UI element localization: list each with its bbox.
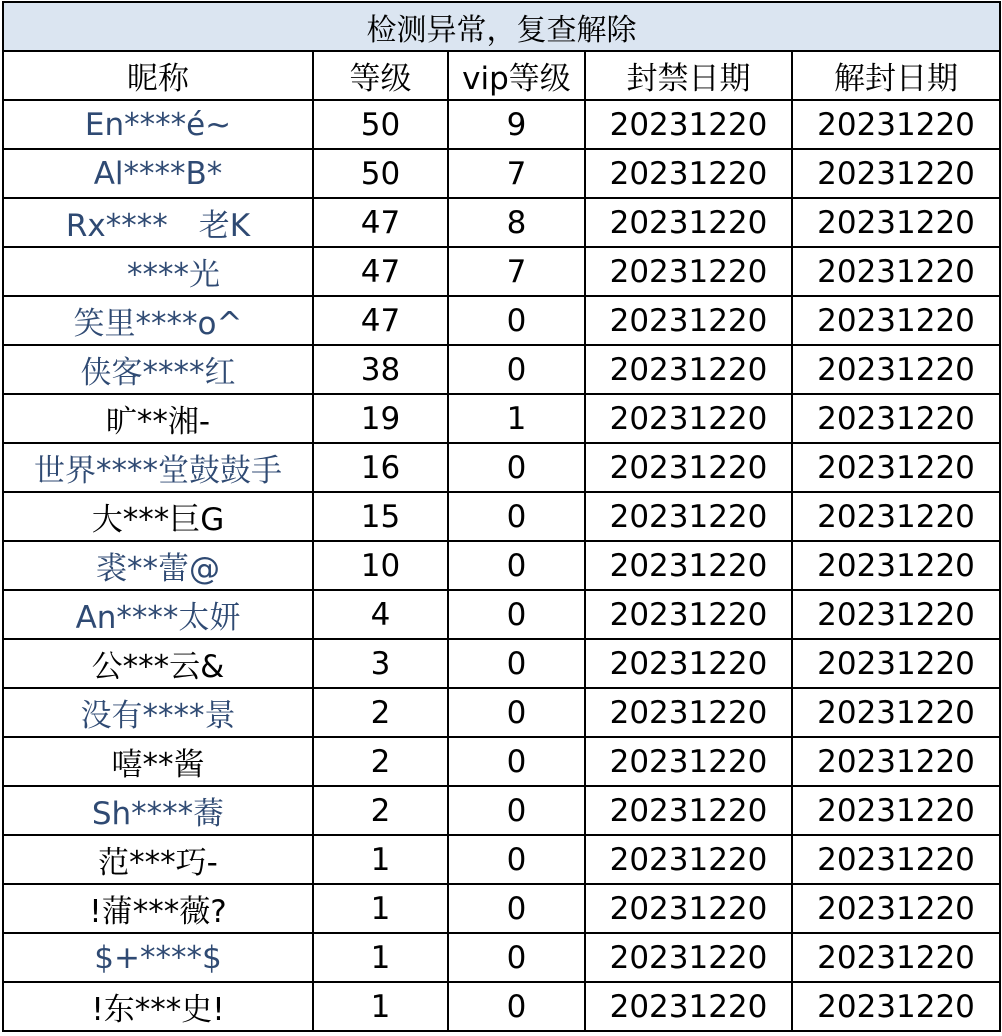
ban-date-cell: 20231220: [585, 394, 792, 443]
nickname-cell: 范***巧-: [3, 835, 313, 884]
unban-date-cell: 20231220: [792, 149, 1000, 198]
vip-level-cell: 0: [448, 835, 585, 884]
vip-level-cell: 7: [448, 149, 585, 198]
table-row: [3, 198, 1000, 247]
nickname-cell: 公***云&: [3, 639, 313, 688]
unban-date-cell: 20231220: [792, 100, 1000, 149]
ban-date-cell: 20231220: [585, 933, 792, 982]
vip-level-cell: 0: [448, 786, 585, 835]
unban-date-cell: 20231220: [792, 639, 1000, 688]
unban-date-cell: 20231220: [792, 394, 1000, 443]
vip-level-cell: 9: [448, 100, 585, 149]
level-cell: 47: [313, 247, 448, 296]
level-cell: 15: [313, 492, 448, 541]
nickname-cell: 笑里****o^: [3, 296, 313, 345]
ban-date-cell: 20231220: [585, 786, 792, 835]
level-cell: 1: [313, 933, 448, 982]
level-cell: 1: [313, 835, 448, 884]
unban-date-cell: 20231220: [792, 296, 1000, 345]
level-cell: 2: [313, 688, 448, 737]
nickname-cell: 世界****堂鼓鼓手: [3, 443, 313, 492]
vip-level-cell: 0: [448, 492, 585, 541]
vip-level-cell: 1: [448, 394, 585, 443]
level-cell: 4: [313, 590, 448, 639]
nickname-cell: 裘**蕾@: [3, 541, 313, 590]
vip-level-cell: 0: [448, 345, 585, 394]
header-row: [3, 51, 1000, 100]
ban-list-sheet: [2, 1, 999, 1032]
table-row: [3, 737, 1000, 786]
level-cell: 50: [313, 100, 448, 149]
table-row: [3, 590, 1000, 639]
vip-level-cell: 0: [448, 884, 585, 933]
level-cell: 38: [313, 345, 448, 394]
nickname-cell: 嘻**酱: [3, 737, 313, 786]
ban-date-cell: 20231220: [585, 198, 792, 247]
nickname-cell: 没有****景: [3, 688, 313, 737]
table-row: [3, 296, 1000, 345]
table-row: [3, 149, 1000, 198]
unban-date-cell: 20231220: [792, 492, 1000, 541]
vip-level-cell: 0: [448, 933, 585, 982]
level-cell: 50: [313, 149, 448, 198]
nickname-cell: ****光: [3, 247, 313, 296]
table-title: 检测异常，复查解除: [3, 2, 1000, 51]
nickname-cell: !蒲***薇?: [3, 884, 313, 933]
ban-date-cell: 20231220: [585, 443, 792, 492]
ban-date-cell: 20231220: [585, 296, 792, 345]
table-row: [3, 884, 1000, 933]
table-row: [3, 688, 1000, 737]
table-row: [3, 541, 1000, 590]
unban-date-cell: 20231220: [792, 345, 1000, 394]
unban-date-cell: 20231220: [792, 933, 1000, 982]
ban-date-cell: 20231220: [585, 492, 792, 541]
ban-date-cell: 20231220: [585, 688, 792, 737]
table-row: [3, 982, 1000, 1031]
nickname-cell: An****太妍: [3, 590, 313, 639]
vip-level-cell: 0: [448, 688, 585, 737]
ban-date-cell: 20231220: [585, 639, 792, 688]
level-cell: 1: [313, 884, 448, 933]
table-row: [3, 100, 1000, 149]
column-header-vip-level: vip等级: [448, 51, 585, 100]
table-body: [3, 100, 1000, 1031]
table-row: [3, 786, 1000, 835]
ban-date-cell: 20231220: [585, 835, 792, 884]
unban-date-cell: 20231220: [792, 884, 1000, 933]
column-header-ban-date: 封禁日期: [585, 51, 792, 100]
table-row: [3, 835, 1000, 884]
ban-list-table: [2, 1, 1001, 1032]
title-row: [3, 2, 1000, 51]
table-row: [3, 492, 1000, 541]
unban-date-cell: 20231220: [792, 786, 1000, 835]
nickname-cell: Rx**** 老K: [3, 198, 313, 247]
ban-date-cell: 20231220: [585, 982, 792, 1031]
level-cell: 47: [313, 198, 448, 247]
vip-level-cell: 0: [448, 443, 585, 492]
vip-level-cell: 0: [448, 639, 585, 688]
ban-date-cell: 20231220: [585, 149, 792, 198]
ban-date-cell: 20231220: [585, 884, 792, 933]
vip-level-cell: 0: [448, 296, 585, 345]
nickname-cell: !东***史!: [3, 982, 313, 1031]
column-header-level: 等级: [313, 51, 448, 100]
vip-level-cell: 7: [448, 247, 585, 296]
nickname-cell: 侠客****红: [3, 345, 313, 394]
level-cell: 3: [313, 639, 448, 688]
level-cell: 10: [313, 541, 448, 590]
unban-date-cell: 20231220: [792, 737, 1000, 786]
unban-date-cell: 20231220: [792, 982, 1000, 1031]
vip-level-cell: 8: [448, 198, 585, 247]
level-cell: 19: [313, 394, 448, 443]
table-row: [3, 443, 1000, 492]
level-cell: 1: [313, 982, 448, 1031]
unban-date-cell: 20231220: [792, 590, 1000, 639]
level-cell: 2: [313, 737, 448, 786]
unban-date-cell: 20231220: [792, 541, 1000, 590]
ban-date-cell: 20231220: [585, 590, 792, 639]
vip-level-cell: 0: [448, 737, 585, 786]
ban-date-cell: 20231220: [585, 345, 792, 394]
table-row: [3, 933, 1000, 982]
nickname-cell: En****é~: [3, 100, 313, 149]
column-header-nickname: 昵称: [3, 51, 313, 100]
unban-date-cell: 20231220: [792, 247, 1000, 296]
level-cell: 16: [313, 443, 448, 492]
ban-date-cell: 20231220: [585, 247, 792, 296]
vip-level-cell: 0: [448, 982, 585, 1031]
table-row: [3, 247, 1000, 296]
ban-date-cell: 20231220: [585, 541, 792, 590]
unban-date-cell: 20231220: [792, 688, 1000, 737]
unban-date-cell: 20231220: [792, 835, 1000, 884]
nickname-cell: $+****$: [3, 933, 313, 982]
nickname-cell: 旷**湘-: [3, 394, 313, 443]
unban-date-cell: 20231220: [792, 443, 1000, 492]
table-row: [3, 394, 1000, 443]
ban-date-cell: 20231220: [585, 737, 792, 786]
level-cell: 2: [313, 786, 448, 835]
column-header-unban-date: 解封日期: [792, 51, 1000, 100]
table-row: [3, 639, 1000, 688]
vip-level-cell: 0: [448, 590, 585, 639]
table-row: [3, 345, 1000, 394]
level-cell: 47: [313, 296, 448, 345]
nickname-cell: Sh****蕎: [3, 786, 313, 835]
unban-date-cell: 20231220: [792, 198, 1000, 247]
ban-date-cell: 20231220: [585, 100, 792, 149]
nickname-cell: Al****B*: [3, 149, 313, 198]
vip-level-cell: 0: [448, 541, 585, 590]
nickname-cell: 大***巨G: [3, 492, 313, 541]
